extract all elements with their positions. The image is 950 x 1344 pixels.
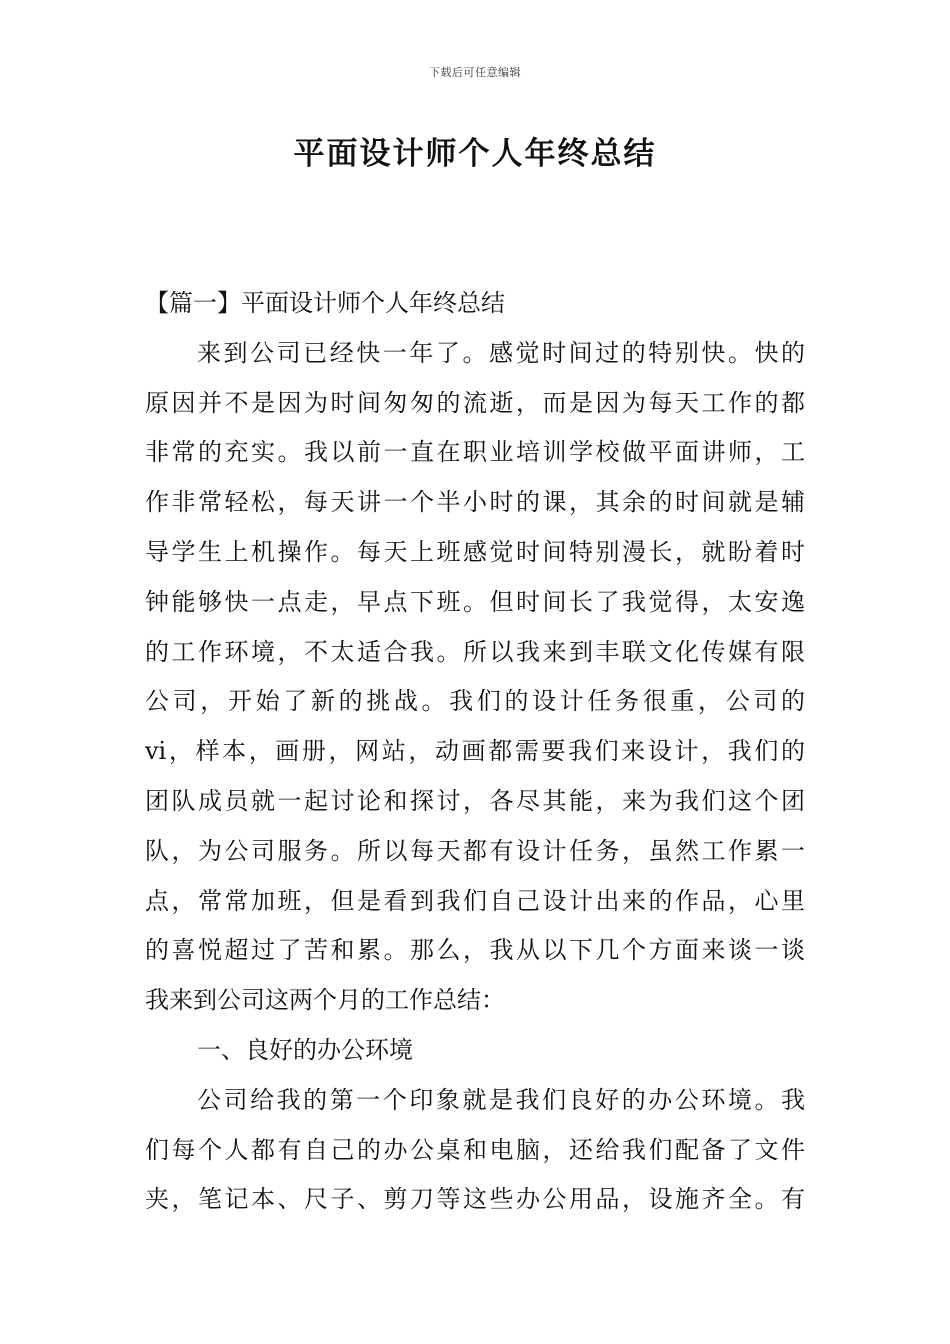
paragraph-line: 来到公司已经快一年了。感觉时间过的特别快。快的	[197, 338, 805, 367]
section-heading: 【篇一】平面设计师个人年终总结	[145, 289, 505, 317]
paragraph-line: 团队成员就一起讨论和探讨，各尽其能，来为我们这个团	[145, 786, 805, 815]
header-note: 下载后可任意编辑	[429, 66, 521, 79]
paragraph-line: 作非常轻松，每天讲一个半小时的课，其余的时间就是辅	[145, 488, 805, 517]
paragraph-line: 导学生上机操作。每天上班感觉时间特别漫长，就盼着时	[145, 537, 805, 566]
paragraph-line: 非常的充实。我以前一直在职业培训学校做平面讲师，工	[145, 438, 805, 467]
paragraph-line: 我来到公司这两个月的工作总结：	[145, 986, 505, 1015]
paragraph-line: 公司，开始了新的挑战。我们的设计任务很重，公司的	[145, 687, 805, 716]
paragraph-line: vi，样本，画册，网站，动画都需要我们来设计，我们的	[145, 737, 805, 766]
paragraph-line: 的工作环境，不太适合我。所以我来到丰联文化传媒有限	[145, 637, 805, 666]
subsection-heading: 一、良好的办公环境	[197, 1035, 413, 1064]
paragraph-line: 夹，笔记本、尺子、剪刀等这些办公用品，设施齐全。有	[145, 1185, 805, 1214]
paragraph-line: 队，为公司服务。所以每天都有设计任务，虽然工作累一	[145, 836, 805, 865]
paragraph-line: 原因并不是因为时间匆匆的流逝，而是因为每天工作的都	[145, 388, 805, 417]
paragraph-line: 的喜悦超过了苦和累。那么，我从以下几个方面来谈一谈	[145, 936, 805, 965]
paragraph-line: 公司给我的第一个印象就是我们良好的办公环境。我	[197, 1085, 805, 1114]
paragraph-line: 点，常常加班，但是看到我们自己设计出来的作品，心里	[145, 886, 805, 915]
paragraph-line: 们每个人都有自己的办公桌和电脑，还给我们配备了文件	[145, 1135, 805, 1164]
paragraph-line: 钟能够快一点走，早点下班。但时间长了我觉得，太安逸	[145, 587, 805, 616]
document-title: 平面设计师个人年终总结	[293, 136, 657, 172]
document-body	[145, 279, 805, 1225]
